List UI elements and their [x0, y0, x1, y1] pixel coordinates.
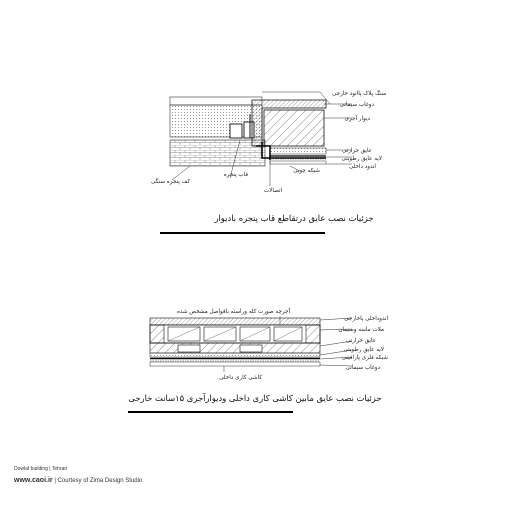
label-wood-mesh: شبکه چوبی — [293, 168, 320, 174]
thermal-insulation-layer — [270, 148, 326, 154]
stone-sill-slab — [170, 97, 262, 105]
tiling-wall-detail — [128, 308, 388, 412]
thermal-insulation-band — [150, 353, 320, 357]
label-brick-detail: آجرچه صورت کله وراسته باقواصل مشخص شده — [176, 309, 290, 315]
footer-site-link[interactable]: www.caoi.ir — [14, 477, 53, 484]
label-paraffin-mesh: شبکه فلزی پارافینی — [341, 355, 388, 361]
label-internal-plaster: اندود داخلی — [348, 164, 376, 170]
label-sand-cement-mortar: ملات ماسه وسیمان — [338, 327, 384, 333]
window-frame-profile — [230, 124, 242, 138]
label-connections: اتصالات — [263, 188, 282, 194]
label-thermal-insulation-2: عایق حرارتی — [345, 338, 376, 344]
label-interior-tiling: کاشی کاری داخلی — [219, 375, 262, 381]
label-window-frame: قاب پنجره — [223, 172, 248, 178]
caption-diagram-2: جزئیات نصب عایق مابین کاشی کاری داخلی ودیوارآجری ۱۵سانت خارجی — [128, 393, 382, 403]
caption-diagram-1: جزئیات نصب عایق درتقاطع قاب پنجره بادیوار — [214, 213, 374, 223]
footer-separator: | — [54, 478, 56, 484]
footer-project: Dowlat building | Tehran — [14, 466, 68, 472]
footer-credit: Courtesy of Zima Design Studio — [57, 478, 143, 484]
interior-tile-band — [150, 362, 320, 366]
label-external-plaster: اندوداخلی پاخارجی — [344, 316, 388, 322]
label-stone-cladding: سنگ پلاک پاانود خارجی — [332, 91, 387, 97]
window-wall-detail — [151, 89, 387, 233]
brick-courses — [170, 140, 265, 166]
label-cement-render: دوغاب سیمانی — [339, 102, 374, 108]
label-moisture-insulation: لایه عایق رطوبتی — [341, 156, 382, 162]
label-thermal-insulation: عایق حرارتی — [341, 148, 372, 154]
label-brick-wall: دیوار آجری — [344, 116, 370, 122]
footer-credits — [14, 477, 142, 484]
brick-wall-section — [264, 110, 324, 146]
label-cement-render-2: دوغاب سیمانی — [345, 365, 380, 371]
label-stone-sill: کف پنجره سنگی — [150, 179, 190, 185]
label-moisture-insulation-2: لایه عایق رطوبتی — [343, 347, 384, 353]
external-cladding-band — [150, 318, 320, 325]
